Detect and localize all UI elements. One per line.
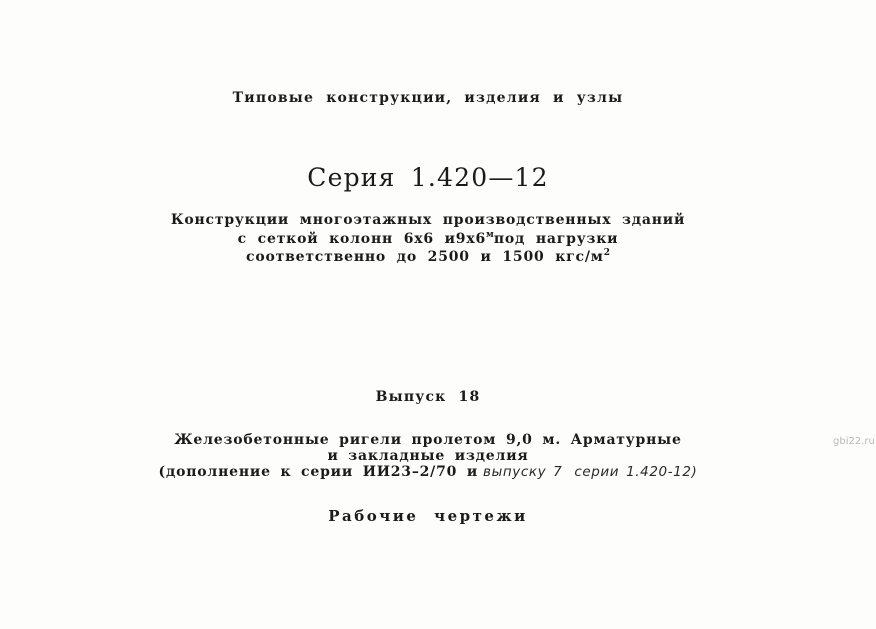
series-title: Серия 1.420—12: [307, 163, 549, 192]
subtitle-line-2: [0, 228, 856, 247]
description-line-3-insert-series: серии 1.420-12): [574, 463, 698, 480]
subtitle-line-2-text: с сеткой колонн 6х6 и9х6: [237, 230, 487, 247]
document-category-line: Типовые конструкции, изделия и узлы: [232, 90, 624, 106]
description-line-1: Железобетонные ригели пролетом 9,0 м. Арматурные: [174, 432, 682, 448]
subtitle-line-2-tail: под нагрузки: [493, 230, 619, 247]
subtitle-line-1: Конструкции многоэтажных производственных зданий: [170, 212, 686, 228]
description-line-3-insert-issue: выпуску 7: [483, 463, 563, 480]
subtitle-line-3: [0, 246, 856, 265]
document-subtitle: [0, 213, 856, 265]
description-line-2: и закладные изделия: [327, 447, 529, 464]
description-line-3-typed: (дополнение к серии ИИ23–2/70 и: [158, 463, 479, 480]
squared-superscript: 2: [603, 248, 610, 259]
subtitle-line-3-text: соответственно до 2500 и 1500 кгс/м: [246, 249, 604, 266]
meters-superscript: м: [486, 229, 494, 240]
document-description: [0, 433, 856, 480]
working-drawings-label: Рабочие чертежи: [328, 507, 528, 525]
watermark: gbi22.ru: [833, 436, 875, 447]
issue-number: Выпуск 18: [375, 389, 481, 405]
description-line-3: [0, 465, 856, 481]
